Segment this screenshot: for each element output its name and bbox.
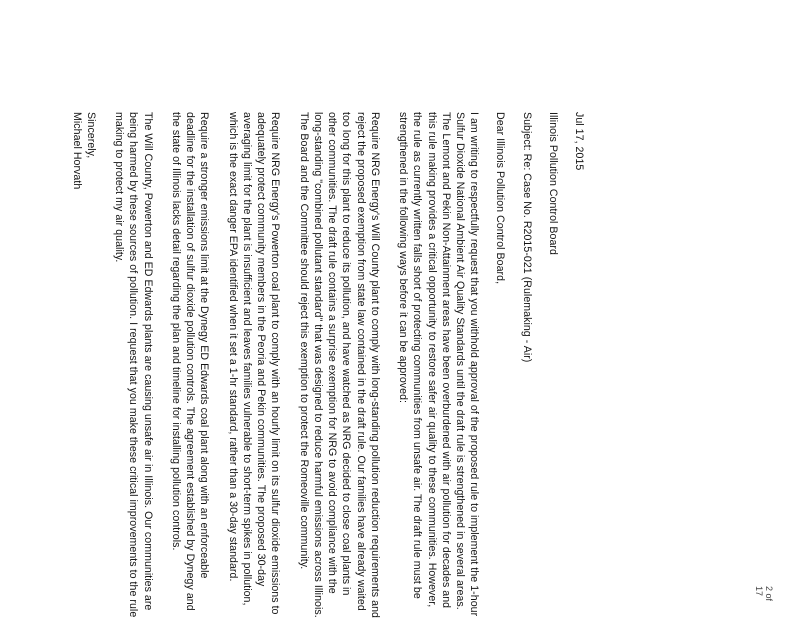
paragraph: Require NRG Energy's Will County plant to comply with long-standing pollution reduction requirements and reject the proposed exemption from state law contained in the draft rule. Our families have already waited too long for this plant to reduce its pollution, and have watched as NRG decided to close coal plants in other communities. The draft rule contains a surprise exemption for NRG to avoid compliance with the long-standing "combined pollutant standard" that was designed to reduce harmful emissions across Illinois. The Board and the Committee should reject this exemption to protect the Romeoville community. (297, 112, 381, 618)
page-number: 2 of 17 (754, 586, 774, 602)
letter-document (70, 112, 586, 618)
recipient: Illinois Pollution Control Board (546, 112, 559, 255)
paragraph: Require a stronger emissions limit at the Dynegy ED Edwards coal plant along with an enforceable deadline for the installation of sulfur dioxide pollution controls. The agreement established by Dynegy and the state of Illinois lacks detail regarding the plan and timeline for installing pollution controls. (169, 112, 211, 611)
paragraph: The Will County, Powerton and ED Edwards plants are causing unsafe air in Illinois. Our communities are being harmed by these sources of pollution. I request that you make these critical improvements to the rule making to protect my air quality. (113, 112, 154, 618)
paragraph: Require NRG Energy's Powerton coal plant to comply with an hourly limit on its sulfur dioxide emissions to adequately protect community members in the Peoria and Pekin communities. The proposed 30-day averaging limit for the plant is insufficient and leaves families vulnerable to short-term spikes in pollution, which is the exact danger EPA identified when it set a 1-hr standard, rather than a 30-day standard. (226, 112, 282, 615)
paragraph: I am writing to respectfully request that you withhold approval of the proposed rule to implement the 1-hour Sulfur Dioxide National Ambient Air Quality Standards until the draft rule is strengthened in several areas. The Lemont and Pekin Non-Attainment areas have been overburdened with air pollution for decades and this rule making provides a critical opportunity to restore safer air quality to these communities. However, the rule as currently written falls short of protecting communities from unsafe air. The draft rule must be strengthened in the following ways before it can be approved: (397, 112, 481, 617)
closing: Sincerely, (84, 112, 97, 159)
subject-line: Subject: Re: Case No. R2015-021 (Rulemaking - Air) (520, 112, 533, 363)
greeting: Dear Illinois Pollution Control Board, (494, 112, 507, 285)
signer-name: Michael Horvath (70, 112, 83, 190)
letter-date: Jul 17, 2015 (573, 112, 585, 171)
